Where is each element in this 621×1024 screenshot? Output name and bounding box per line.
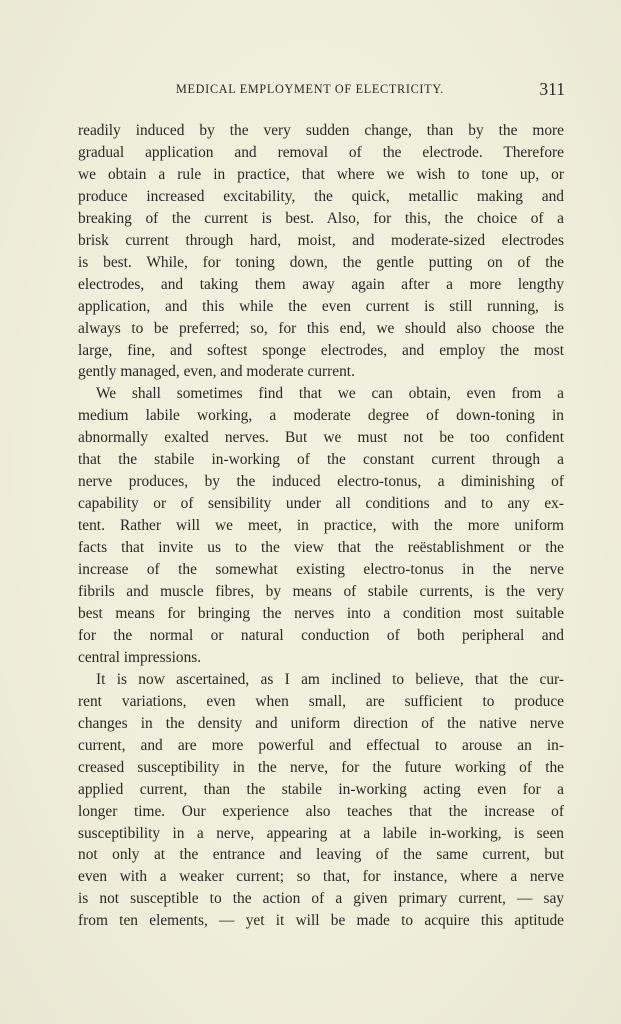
body-text — [78, 120, 564, 932]
text-line: increase of the somewhat existing electro-tonus in the nerve — [78, 561, 564, 579]
text-line: rent variations, even when small, are sufficient to produce — [78, 692, 564, 710]
text-line: medium labile working, a moderate degree of down-toning in — [78, 407, 564, 425]
text-line: produce increased excitability, the quick, metallic making and — [78, 187, 564, 205]
text-line: is best. While, for toning down, the gentle putting on of the — [78, 253, 564, 271]
text-line: from ten elements, — yet it will be made to acquire this aptitude — [78, 912, 564, 930]
text-line: capability or of sensibility under all conditions and to any ex- — [78, 495, 564, 513]
text-line: we obtain a rule in practice, that where we wish to tone up, or — [78, 165, 564, 183]
text-line: changes in the density and uniform direction of the native nerve — [78, 714, 564, 732]
text-line: applied current, than the stabile in-working acting even for a — [78, 780, 564, 798]
text-line: abnormally exalted nerves. But we must not be too confident — [78, 429, 564, 447]
text-line: brisk current through hard, moist, and moderate-sized electrodes — [78, 231, 564, 249]
text-line: application, and this while the even current is still running, is — [78, 297, 564, 315]
text-line: fibrils and muscle fibres, by means of stabile currents, is the very — [78, 583, 564, 601]
text-line: is not susceptible to the action of a given primary current, — say — [78, 890, 564, 908]
text-line: It is now ascertained, as I am inclined to believe, that the cur- — [96, 670, 564, 688]
text-line: longer time. Our experience also teaches that the increase of — [78, 802, 564, 820]
text-line: electrodes, and taking them away again after a more lengthy — [78, 275, 564, 293]
text-line: that the stabile in-working of the constant current through a — [78, 451, 564, 469]
running-head: MEDICAL EMPLOYMENT OF ELECTRICITY. — [176, 82, 444, 96]
text-line: tent. Rather will we meet, in practice, with the more uniform — [78, 517, 564, 535]
text-line: not only at the entrance and leaving of the same current, but — [78, 846, 564, 864]
text-line: even with a weaker current; so that, for instance, where a nerve — [78, 868, 564, 886]
text-line: current, and are more powerful and effectual to arouse an in- — [78, 736, 564, 754]
text-line: nerve produces, by the induced electro-tonus, a diminishing of — [78, 473, 564, 491]
text-line: facts that invite us to the view that the reëstablishment or the — [78, 539, 564, 557]
text-line: readily induced by the very sudden change, than by the more — [78, 122, 564, 139]
text-line: for the normal or natural conduction of both peripheral and — [78, 626, 564, 644]
text-line: best means for bringing the nerves into a condition most suitable — [78, 604, 564, 622]
text-line: breaking of the current is best. Also, for this, the choice of a — [78, 209, 564, 227]
text-line: gradual application and removal of the electrode. Therefore — [78, 143, 564, 161]
text-line: large, fine, and softest sponge electrodes, and employ the most — [78, 341, 564, 359]
text-line: susceptibility in a nerve, appearing at a labile in-working, is seen — [78, 824, 564, 842]
page-number: 311 — [539, 79, 565, 99]
text-line: gently managed, even, and moderate current. — [78, 363, 355, 381]
text-line: always to be preferred; so, for this end, we should also choose the — [78, 319, 564, 337]
text-line: We shall sometimes find that we can obtain, even from a — [96, 385, 564, 403]
page-header — [176, 79, 565, 101]
text-line: creased susceptibility in the nerve, for the future working of the — [78, 758, 564, 776]
text-line: central impressions. — [78, 648, 202, 666]
